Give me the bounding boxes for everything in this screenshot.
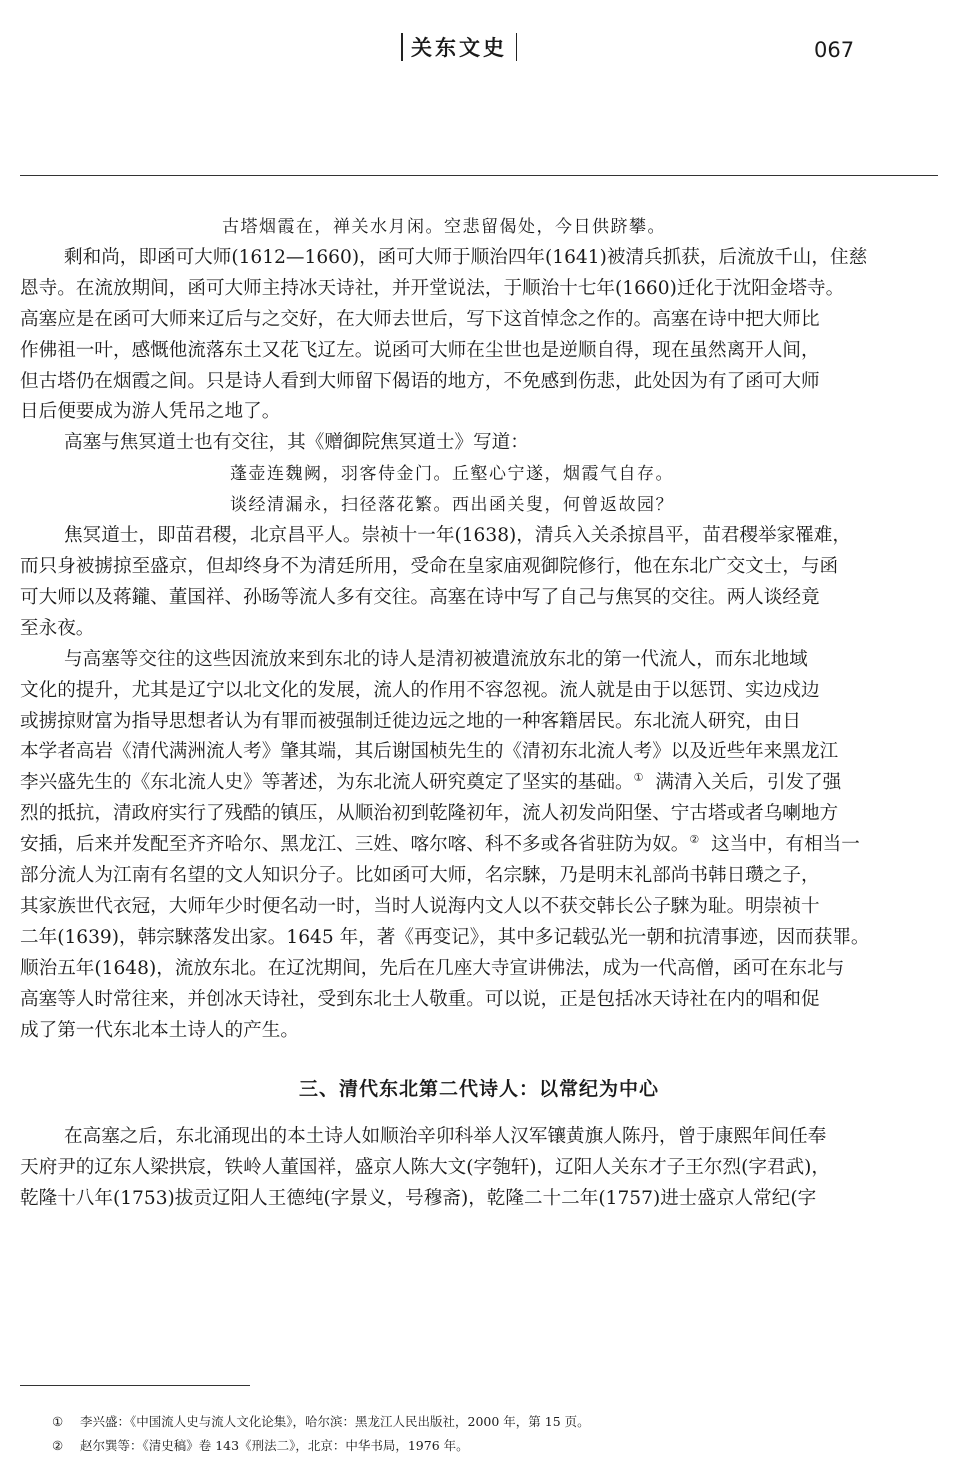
text-line: 部分流人为江南有名望的文人知识分子。比如函可大师，名宗騋，乃是明末礼部尚书韩日瓒之子， xyxy=(20,865,820,887)
text-line: 顺治五年(1648)，流放东北。在辽沈期间，先后在几座大寺宣讲佛法，成为一代高僧，函可在东北与 xyxy=(20,957,845,979)
footnotes xyxy=(52,1410,932,1458)
text-line: 文化的提升，尤其是辽宁以北文化的发展，流人的作用不容忽视。流人就是由于以惩罚、实边戍边 xyxy=(20,679,820,701)
text-line: 日后便要成为游人凭吊之地了。 xyxy=(20,401,281,423)
poem-line: 蓬壶连魏阙，羽客侍金门。丘壑心宁遂，烟霞气自存。 xyxy=(230,464,674,485)
text-line: 本学者高岩《清代满洲流人考》肇其端，其后谢国桢先生的《清初东北流人考》以及近些年来黑龙江 xyxy=(20,741,839,763)
header-divider-right xyxy=(516,33,518,61)
text-line: 可大师以及蒋鑨、董国祥、孙旸等流人多有交往。高塞在诗中写了自己与焦冥的交往。两人谈经竟 xyxy=(20,586,820,608)
header-rule xyxy=(20,175,938,176)
text-line: 焦冥道士，即苗君稷，北京昌平人。崇祯十一年(1638)，清兵入关杀掠昌平，苗君稷举家罹难， xyxy=(64,525,851,547)
text-line: 在高塞之后，东北涌现出的本土诗人如顺治辛卯科举人汉军镶黄旗人陈丹，曾于康熙年间任奉 xyxy=(64,1126,827,1148)
footnote-ref-1[interactable]: ① xyxy=(633,771,644,785)
paragraph xyxy=(20,521,938,645)
text-line: 乾隆十八年(1753)拔贡辽阳人王德纯(字景义，号穆斋)，乾隆二十二年(1757)进士盛京人常纪(字 xyxy=(20,1188,817,1210)
text-line: 高塞应是在函可大师来辽后与之交好，在大师去世后，写下这首悼念之作的。高塞在诗中把大师比 xyxy=(20,308,820,330)
text-line xyxy=(20,768,938,799)
paragraph xyxy=(20,243,938,428)
footnote xyxy=(52,1410,932,1434)
header-divider-left xyxy=(401,33,403,61)
text-line: 剩和尚，即函可大师(1612—1660)，函可大师于顺治四年(1641)被清兵抓获，后流放千山，住慈 xyxy=(64,246,868,268)
text-segment: 满清入关后，引发了强 xyxy=(655,772,842,794)
text-line xyxy=(20,830,938,861)
text-segment: 安插，后来并发配至齐齐哈尔、黑龙江、三姓、喀尔喀、科不多或各省驻防为奴。 xyxy=(20,834,690,856)
page-number: 067 xyxy=(814,38,855,62)
text-line: 或掳掠财富为指导思想者认为有罪而被强制迁徙边远之地的一种客籍居民。东北流人研究，由日 xyxy=(20,710,801,732)
text-line: 其家族世代衣冠，大师年少时便名动一时，当时人说海内文人以不获交韩长公子騋为耻。明崇祯十 xyxy=(20,895,820,917)
footnote-text: 赵尔巽等：《清史稿》卷 143《刑法二》，北京：中华书局，1976 年。 xyxy=(80,1438,469,1453)
section-heading: 三、清代东北第二代诗人：以常纪为中心 xyxy=(298,1078,659,1101)
text-segment: 李兴盛先生的《东北流人史》等著述，为东北流人研究奠定了坚实的基础。 xyxy=(20,772,634,794)
paragraph xyxy=(20,645,938,1047)
article-body xyxy=(20,212,938,1215)
poem-line: 古塔烟霞在，禅关水月闲。空悲留偈处，今日供跻攀。 xyxy=(222,217,666,237)
text-line: 二年(1639)，韩宗騋落发出家。1645 年，著《再变记》，其中多记载弘光一朝和抗清事迹，因而获罪。 xyxy=(20,926,870,948)
text-line: 作佛祖一叶，感慨他流落东土又花飞辽左。说函可大师在尘世也是逆顺自得，现在虽然离开人间， xyxy=(20,339,820,361)
footnote-mark: ② xyxy=(52,1438,64,1453)
footnote-mark: ① xyxy=(52,1414,64,1429)
footnote-ref-2[interactable]: ② xyxy=(689,832,700,846)
text-line: 至永夜。 xyxy=(20,617,95,639)
text-line: 恩寺。在流放期间，函可大师主持冰天诗社，并开堂说法，于顺治十七年(1660)迁化于沈阳金塔寺。 xyxy=(20,277,845,299)
text-line: 高塞与焦冥道士也有交往，其《赠御院焦冥道士》写道： xyxy=(64,432,529,454)
journal-title: 关东文史 xyxy=(411,36,507,60)
text-segment: 这当中，有相当一 xyxy=(711,834,860,856)
text-line: 天府尹的辽东人梁拱宸，铁岭人董国祥，盛京人陈大文(字匏轩)，辽阳人关东才子王尔烈(字君武)， xyxy=(20,1157,830,1179)
text-line: 高塞等人时常往来，并创冰天诗社，受到东北士人敬重。可以说，正是包括冰天诗社在内的唱和促 xyxy=(20,988,820,1010)
text-line: 但古塔仍在烟霞之间。只是诗人看到大师留下偈语的地方，不免感到伤悲，此处因为有了函可大师 xyxy=(20,370,820,392)
poem-line: 谈经清漏永，扫径落花繁。西出函关叟，何曾返故园？ xyxy=(230,495,674,516)
text-line: 成了第一代东北本土诗人的产生。 xyxy=(20,1019,299,1041)
text-line: 而只身被掳掠至盛京，但却终身不为清廷所用，受命在皇家庙观御院修行，他在东北广交文士，与函 xyxy=(20,555,839,577)
footnote-rule xyxy=(20,1385,250,1386)
text-line: 与高塞等交往的这些因流放来到东北的诗人是清初被遣流放东北的第一代流人，而东北地域 xyxy=(64,648,808,670)
text-line: 烈的抵抗，清政府实行了残酷的镇压，从顺治初到乾隆初年，流人初发尚阳堡、宁古塔或者乌喇地方 xyxy=(20,803,839,825)
paragraph xyxy=(20,1122,938,1215)
footnote xyxy=(52,1434,932,1458)
footnote-text: 李兴盛：《中国流人史与流人文化论集》，哈尔滨：黑龙江人民出版社，2000 年，第 15 页。 xyxy=(80,1414,590,1429)
journal-header xyxy=(397,30,521,64)
